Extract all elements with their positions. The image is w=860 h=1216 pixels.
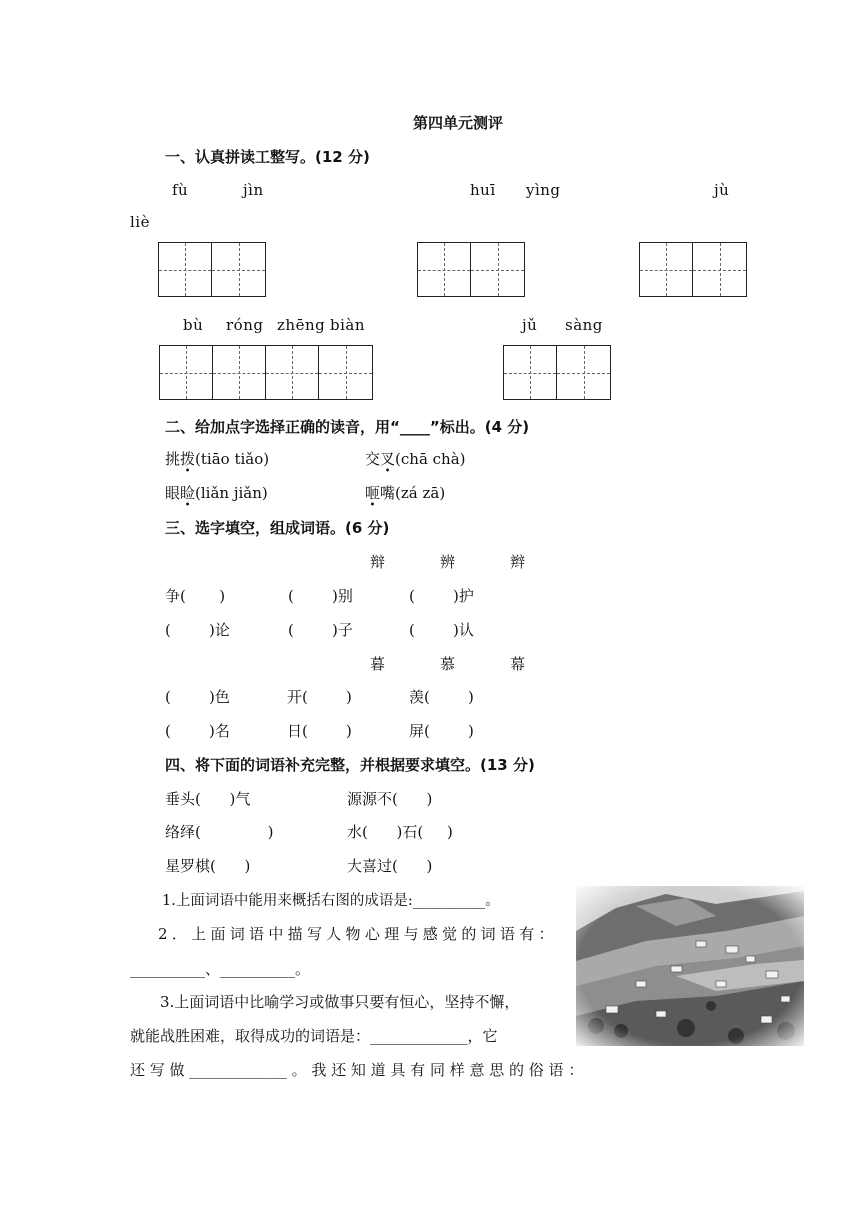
- pinyin-sang: sàng: [565, 316, 603, 334]
- idiom-blank[interactable]: 星罗棋( ): [165, 857, 251, 875]
- question-3-line3: 还 写 做 _____________ 。 我 还 知 道 具 有 同 样 意 思 的 俗 语 ：: [130, 1061, 584, 1079]
- grid-cell[interactable]: [319, 346, 372, 399]
- pinyin-jin: jìn: [243, 181, 264, 199]
- idiom-blank[interactable]: 源源不( ): [347, 790, 433, 808]
- grid-cell[interactable]: [471, 243, 524, 296]
- pinyin-hui: huī: [470, 181, 496, 199]
- pinyin-rong: róng: [226, 316, 264, 334]
- blank-item[interactable]: ( )护: [409, 587, 474, 605]
- blank-item[interactable]: ( )子: [288, 621, 353, 639]
- section-3-heading: 三、选字填空，组成词语。(6 分): [165, 519, 390, 537]
- idiom-blank[interactable]: 大喜过( ): [347, 857, 433, 875]
- grid-cell[interactable]: [557, 346, 610, 399]
- writing-grid-2[interactable]: [417, 242, 525, 297]
- grid-cell[interactable]: [418, 243, 471, 296]
- grid-cell[interactable]: [212, 243, 265, 296]
- idiom-blank[interactable]: 水( )石( ): [347, 823, 453, 841]
- pinyin-options: (liǎn jiǎn): [195, 484, 268, 502]
- question-1-text: 1.上面词语中能用来概括右图的成语是:__________。: [162, 893, 500, 909]
- choice-char: 辫: [510, 553, 526, 571]
- question-3-line1: 3.上面词语中比喻学习或做事只要有恒心，坚持不懈，: [160, 993, 520, 1011]
- blank-item[interactable]: 羡( ): [409, 688, 474, 706]
- blank-item[interactable]: ( )别: [288, 587, 353, 605]
- section-2-heading: 二、给加点字选择正确的读音，用“____”标出。(4 分): [165, 418, 530, 436]
- writing-grid-4[interactable]: [159, 345, 373, 400]
- choice-char: 辨: [440, 553, 456, 571]
- blank-item[interactable]: ( )认: [409, 621, 474, 639]
- choice-char: 辩: [370, 553, 386, 571]
- blank-item[interactable]: 争( ): [165, 587, 226, 605]
- pinyin-bian: biàn: [330, 316, 366, 334]
- grid-cell[interactable]: [640, 243, 693, 296]
- pinyin-ju2: jǔ: [522, 316, 538, 334]
- pinyin-bu: bù: [183, 316, 204, 334]
- dotted-char: 拨: [180, 450, 196, 468]
- pinyin-lie: liè: [130, 213, 150, 231]
- question-3-line2: 就能战胜困难，取得成功的词语是：_____________，它: [130, 1027, 498, 1045]
- blank-item[interactable]: ( )名: [165, 722, 230, 740]
- word-char: 挑: [165, 450, 181, 468]
- grid-cell[interactable]: [504, 346, 557, 399]
- grid-cell[interactable]: [159, 243, 212, 296]
- question-2-blanks[interactable]: __________、__________。: [130, 960, 311, 978]
- pinyin-ying: yìng: [526, 181, 561, 199]
- item-zazui: [365, 482, 445, 503]
- blank-item[interactable]: 日( ): [287, 722, 352, 740]
- section-4-heading: 四、将下面的词语补充完整，并根据要求填空。(13 分): [165, 756, 535, 774]
- choice-char: 暮: [370, 655, 386, 673]
- grid-cell[interactable]: [213, 346, 266, 399]
- grid-cell[interactable]: [693, 243, 746, 296]
- choice-char: 幕: [510, 655, 526, 673]
- pinyin-fu: fù: [172, 181, 189, 199]
- dotted-char: 叉: [380, 450, 396, 468]
- writing-grid-1[interactable]: [158, 242, 266, 297]
- item-yanjian: [165, 482, 268, 503]
- word-char: 眼: [165, 484, 181, 502]
- grid-cell[interactable]: [160, 346, 213, 399]
- word-char: 嘴: [380, 484, 396, 502]
- word-char: 交: [365, 450, 381, 468]
- writing-grid-3[interactable]: [639, 242, 747, 297]
- question-2-text: 2．上面词语中描写人物心理与感觉的词语有：: [158, 925, 558, 943]
- page-title: 第四单元测评: [413, 114, 504, 132]
- blank-item[interactable]: ( )论: [165, 621, 230, 639]
- writing-grid-5[interactable]: [503, 345, 611, 400]
- idiom-blank[interactable]: 络绎( ): [165, 823, 274, 841]
- pinyin-ju: jù: [714, 181, 730, 199]
- pinyin-options: (chā chà): [395, 450, 466, 468]
- dotted-char: 睑: [180, 484, 196, 502]
- pinyin-options: (zá zā): [395, 484, 446, 502]
- item-tiaobo: [165, 448, 269, 469]
- choice-char: 慕: [440, 655, 456, 673]
- blank-item[interactable]: ( )色: [165, 688, 230, 706]
- idiom-blank[interactable]: 垂头( )气: [165, 790, 251, 808]
- pinyin-zheng: zhēng: [277, 316, 326, 334]
- pinyin-options: (tiāo tiǎo): [195, 450, 270, 468]
- dotted-char: 咂: [365, 484, 381, 502]
- blank-item[interactable]: 屏( ): [409, 722, 474, 740]
- grid-cell[interactable]: [266, 346, 319, 399]
- blank-item[interactable]: 开( ): [287, 688, 352, 706]
- landscape-photo: [576, 886, 804, 1046]
- section-1-heading: 一、认真拼读工整写。(12 分): [165, 148, 370, 166]
- item-jiaocha: [365, 448, 466, 469]
